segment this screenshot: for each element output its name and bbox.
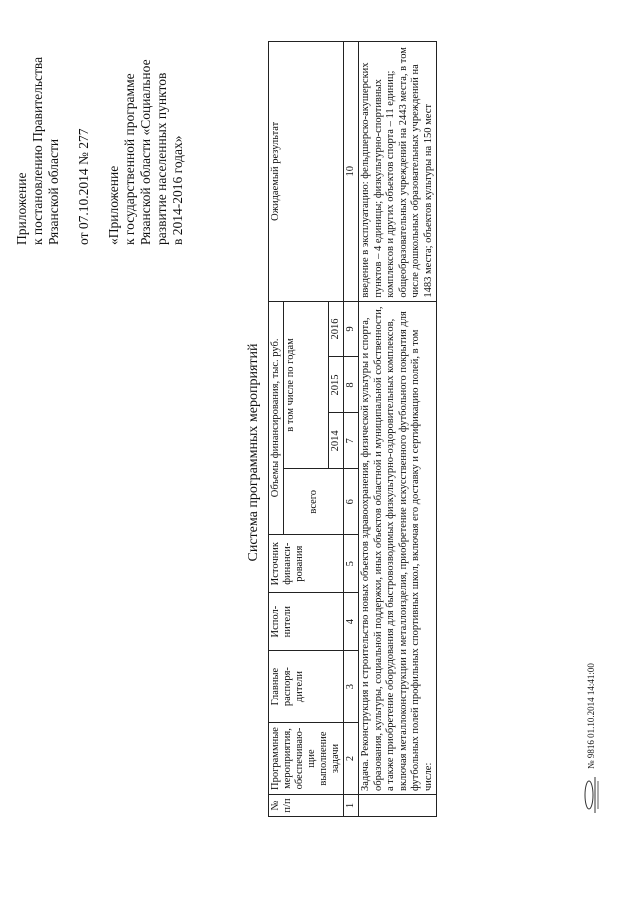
column-number: 4 bbox=[344, 593, 359, 651]
column-number: 1 bbox=[344, 795, 359, 817]
column-number: 10 bbox=[344, 42, 359, 302]
header-year: 2015 bbox=[329, 357, 344, 413]
column-number: 6 bbox=[344, 469, 359, 535]
header-year: 2014 bbox=[329, 413, 344, 469]
header-year: 2016 bbox=[329, 301, 344, 357]
header-line: развитие населенных пунктов bbox=[154, 72, 169, 245]
task-num-cell bbox=[359, 795, 437, 817]
header-line: Приложение bbox=[14, 172, 29, 245]
header-managers: Главные распоря-дители bbox=[269, 651, 344, 723]
document-title: Система программных мероприятий bbox=[246, 343, 261, 562]
header-line: Рязанской области «Социальное bbox=[138, 59, 153, 245]
column-number: 7 bbox=[344, 413, 359, 469]
header-line: в 2014-2016 годах» bbox=[170, 135, 185, 245]
header-date: от 07.10.2014 № 277 bbox=[76, 128, 91, 245]
task-description: Задача. Реконструкция и строительство новых объектов здравоохранения, физической культуры и спорта, образования, культуры, социальной поддержки, иных объектов областной и муниципальной собственности, а также приобретение оборудования для быстровозводимых физкультурно-оздоровительных комплексов, включая металлоконструкции и металлоизделия, приобретение искусственного футбольного покрытия для футбольных полей профильных спортивных школ, включая его доставку и сертификацию полей, в том числе: bbox=[359, 301, 437, 794]
header-line: Рязанской области bbox=[46, 138, 61, 245]
stamp-text: № 9816 01.10.2014 14:41:00 bbox=[586, 663, 596, 769]
header-line: «Приложение bbox=[106, 165, 121, 245]
header-line: к постановлению Правительства bbox=[30, 56, 45, 245]
header-volume: Объемы финансирования, тыс. руб. bbox=[269, 301, 284, 535]
header-result: Ожидаемый результат bbox=[269, 42, 344, 302]
expected-result: введение в эксплуатацию: фельдшерско-акушерских пунктов – 4 единицы; физкультурно-спортивных комплексов и других объектов спорта – 11 единиц; общеобразовательных учреждений на 2443 места, в том числе дошкольных образовательных учреждений на 1483 места; объектов культуры на 150 мест bbox=[359, 42, 437, 302]
header-line: к государственной программе bbox=[122, 73, 137, 245]
seal-icon bbox=[582, 775, 600, 815]
header-source: Источник финанси-рования bbox=[269, 535, 344, 593]
column-number: 5 bbox=[344, 535, 359, 593]
header-total: всего bbox=[284, 469, 344, 535]
column-number: 2 bbox=[344, 723, 359, 795]
approval-header bbox=[14, 15, 186, 245]
header-num: № п/п bbox=[269, 795, 344, 817]
header-executors: Испол-нители bbox=[269, 593, 344, 651]
header-by-years: в том числе по годам bbox=[284, 301, 329, 469]
measures-table bbox=[268, 41, 437, 817]
column-number: 3 bbox=[344, 651, 359, 723]
column-number: 9 bbox=[344, 301, 359, 357]
header-measures: Программные мероприятия, обеспечиваю-щие выполнение задачи bbox=[269, 723, 344, 795]
registration-stamp bbox=[582, 663, 600, 815]
column-number: 8 bbox=[344, 357, 359, 413]
